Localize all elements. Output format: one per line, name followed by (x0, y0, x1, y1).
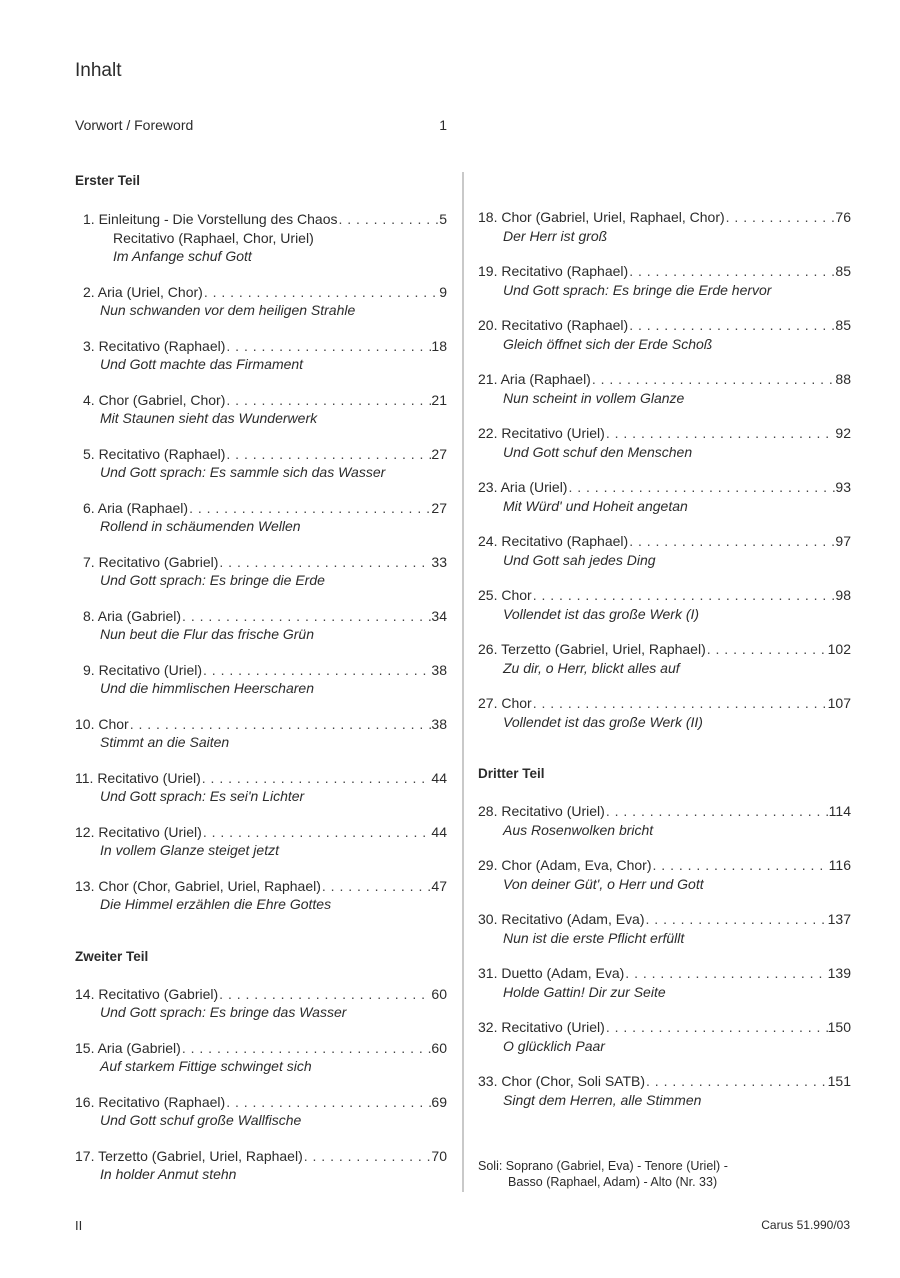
entry-incipit: Auf starkem Fittige schwinget sich (100, 1058, 312, 1074)
entry-page: 98 (835, 587, 851, 603)
entry-label: 31. Duetto (Adam, Eva) (478, 965, 625, 981)
entry-page: 9 (439, 283, 447, 300)
entry-page: 47 (431, 877, 447, 894)
entry-page: 70 (431, 1147, 447, 1164)
toc-entry (478, 910, 851, 947)
entry-label: 18. Chor (Gabriel, Uriel, Raphael, Chor) (478, 209, 725, 225)
entry-page: 85 (835, 263, 851, 279)
toc-entry (75, 661, 447, 698)
entry-label: 11. Recitativo (Uriel) (75, 769, 201, 786)
toc-entry (75, 823, 447, 860)
entry-page: 69 (431, 1093, 447, 1110)
entry-page: 34 (431, 607, 447, 624)
entry-incipit: Nun ist die erste Pflicht erfüllt (503, 929, 685, 946)
entry-page: 137 (827, 911, 851, 927)
entry-incipit: Und Gott machte das Firmament (100, 356, 304, 372)
entry-label: 1. Einleitung - Die Vorstellung des Chaos (83, 211, 338, 227)
entry-incipit: Und Gott sprach: Es bringe das Wasser (100, 1004, 347, 1020)
entry-label: 12. Recitativo (Uriel) (75, 823, 202, 840)
toc-entry (478, 370, 851, 407)
left-column (75, 172, 447, 1184)
entry-label: 6. Aria (Raphael) (83, 499, 189, 516)
entry-incipit: Und Gott sprach: Es sei'n Lichter (100, 788, 305, 804)
toc-entry (478, 802, 851, 839)
entry-label: 33. Chor (Chor, Soli SATB) (478, 1073, 646, 1089)
entry-label: 13. Chor (Chor, Gabriel, Uriel, Raphael) (75, 877, 321, 894)
entry-page: 97 (835, 533, 851, 549)
entry-page: 139 (827, 965, 851, 981)
toc-entry (75, 769, 447, 806)
entry-page: 60 (431, 1039, 447, 1056)
entry-incipit: Mit Staunen sieht das Wunderwerk (100, 410, 318, 426)
entry-page: 92 (835, 425, 851, 441)
entry-incipit: Und Gott schuf den Menschen (503, 443, 693, 460)
entry-incipit: Nun beut die Flur das frische Grün (100, 626, 314, 642)
entry-label: 17. Terzetto (Gabriel, Uriel, Raphael) (75, 1147, 303, 1164)
entry-incipit: Der Herr ist groß (503, 227, 608, 244)
entry-label: 25. Chor (478, 587, 532, 603)
entry-incipit: Und die himmlischen Heerscharen (100, 680, 314, 696)
entry-page: 60 (431, 985, 447, 1002)
entry-label: 24. Recitativo (Raphael) (478, 533, 629, 549)
soli-line-2: Basso (Raphael, Adam) - Alto (Nr. 33) (508, 1175, 718, 1189)
entry-page: 93 (835, 479, 851, 495)
entry-page: 116 (828, 857, 851, 873)
entry-label: 28. Recitativo (Uriel) (478, 803, 605, 819)
soli-note (478, 1158, 728, 1190)
toc-entry (478, 424, 851, 461)
entry-label: 9. Recitativo (Uriel) (83, 661, 203, 678)
entry-incipit: Von deiner Güt', o Herr und Gott (503, 875, 704, 892)
entry-incipit: Nun schwanden vor dem heiligen Strahle (100, 302, 356, 318)
section-heading-part1: Erster Teil (75, 173, 141, 188)
entry-page: 38 (431, 661, 447, 678)
soli-line-1: Soli: Soprano (Gabriel, Eva) - Tenore (Uriel) - (478, 1159, 728, 1173)
entry-page: 27 (431, 499, 447, 516)
toc-entry (478, 856, 851, 893)
foreword-page: 1 (439, 117, 447, 133)
entry-page: 44 (431, 769, 447, 786)
toc-entry (75, 391, 447, 428)
toc-entry (75, 283, 447, 320)
entry-label: 5. Recitativo (Raphael) (83, 445, 226, 462)
entry-page: 38 (431, 715, 447, 732)
entry-incipit: Rollend in schäumenden Wellen (100, 518, 301, 534)
toc-entry (478, 1072, 851, 1109)
entry-label: 2. Aria (Uriel, Chor) (83, 283, 203, 300)
toc-entry (478, 532, 851, 569)
entry-page: 21 (431, 391, 447, 408)
entry-incipit: Holde Gattin! Dir zur Seite (503, 983, 666, 1000)
entry-label: 30. Recitativo (Adam, Eva) (478, 911, 645, 927)
entry-label: 20. Recitativo (Raphael) (478, 317, 629, 333)
column-divider (462, 172, 464, 1192)
entry-incipit: Nun scheint in vollem Glanze (503, 389, 685, 406)
foreword-label: Vorwort / Foreword (75, 117, 194, 133)
toc-entry (478, 262, 851, 299)
entry-page: 150 (827, 1019, 851, 1035)
entry-label: 23. Aria (Uriel) (478, 479, 568, 495)
toc-entry (75, 337, 447, 374)
entry-page: 114 (828, 803, 851, 819)
entry-incipit: Stimmt an die Saiten (100, 734, 230, 750)
entry-page: 27 (431, 445, 447, 462)
entry-label: 22. Recitativo (Uriel) (478, 425, 605, 441)
toc-entry (75, 985, 447, 1022)
entry-page: 102 (827, 641, 851, 657)
right-column (478, 208, 851, 1109)
entry-page: 85 (835, 317, 851, 333)
page-title: Inhalt (75, 60, 122, 81)
entry-page: 107 (827, 695, 851, 711)
toc-entry (75, 607, 447, 644)
entry-incipit: In holder Anmut stehn (100, 1166, 237, 1182)
entry-page: 88 (835, 371, 851, 387)
page-number: II (75, 1218, 83, 1233)
toc-entry (478, 640, 851, 677)
entry-label: 15. Aria (Gabriel) (75, 1039, 181, 1056)
toc-entry (75, 1039, 447, 1076)
toc-entry (478, 694, 851, 731)
entry-incipit: Und Gott sprach: Es sammle sich das Wasser (100, 464, 386, 480)
entry-label: 26. Terzetto (Gabriel, Uriel, Raphael) (478, 641, 706, 657)
entry-label: 29. Chor (Adam, Eva, Chor) (478, 857, 652, 873)
entry-subtitle: Recitativo (Raphael, Chor, Uriel) (113, 229, 314, 246)
entry-incipit: Und Gott sprach: Es bringe die Erde hervor (503, 281, 772, 298)
foreword-entry (75, 117, 447, 133)
entry-incipit: Aus Rosenwolken bricht (503, 821, 654, 838)
entry-label: 10. Chor (75, 715, 129, 732)
toc-entry (75, 715, 447, 752)
toc-entry (75, 877, 447, 914)
entry-incipit: Gleich öffnet sich der Erde Schoß (503, 335, 713, 352)
entry-page: 44 (431, 823, 447, 840)
entry-page: 33 (431, 553, 447, 570)
toc-entry (478, 1018, 851, 1055)
entry-page: 18 (431, 337, 447, 354)
entry-label: 7. Recitativo (Gabriel) (83, 553, 219, 570)
catalog-number: Carus 51.990/03 (761, 1218, 850, 1232)
section-heading-part3: Dritter Teil (478, 766, 545, 781)
entry-incipit: Vollendet ist das große Werk (I) (503, 605, 700, 622)
entry-label: 27. Chor (478, 695, 532, 711)
entry-label: 32. Recitativo (Uriel) (478, 1019, 605, 1035)
entry-incipit: Im Anfange schuf Gott (113, 248, 252, 264)
toc-entry (75, 210, 447, 266)
entry-label: 8. Aria (Gabriel) (83, 607, 182, 624)
entry-label: 4. Chor (Gabriel, Chor) (83, 391, 226, 408)
entry-incipit: Und Gott sah jedes Ding (503, 551, 656, 568)
section-heading-part2: Zweiter Teil (75, 948, 149, 964)
toc-entry (75, 445, 447, 482)
entry-incipit: Und Gott sprach: Es bringe die Erde (100, 572, 325, 588)
entry-page: 76 (835, 209, 851, 225)
toc-entry (478, 586, 851, 623)
entry-incipit: Vollendet ist das große Werk (II) (503, 713, 703, 730)
toc-entry (478, 316, 851, 353)
entry-incipit: In vollem Glanze steiget jetzt (100, 842, 279, 858)
toc-entry (478, 208, 851, 245)
toc-entry (75, 553, 447, 590)
entry-incipit: Singt dem Herren, alle Stimmen (503, 1091, 702, 1108)
entry-page: 151 (827, 1073, 851, 1089)
entry-incipit: Die Himmel erzählen die Ehre Gottes (100, 896, 332, 912)
toc-entry (75, 499, 447, 536)
toc-entry (478, 478, 851, 515)
entry-label: 19. Recitativo (Raphael) (478, 263, 629, 279)
toc-entry (75, 1093, 447, 1130)
entry-incipit: Zu dir, o Herr, blickt alles auf (503, 659, 680, 676)
entry-incipit: Mit Würd' und Hoheit angetan (503, 497, 688, 514)
entry-incipit: O glücklich Paar (503, 1037, 605, 1054)
entry-incipit: Und Gott schuf große Wallfische (100, 1112, 302, 1128)
toc-entry (478, 964, 851, 1001)
entry-label: 21. Aria (Raphael) (478, 371, 591, 387)
entry-label: 14. Recitativo (Gabriel) (75, 985, 219, 1002)
entry-page: 5 (439, 211, 447, 227)
entry-label: 3. Recitativo (Raphael) (83, 337, 226, 354)
entry-label: 16. Recitativo (Raphael) (75, 1093, 226, 1110)
toc-entry (75, 1147, 447, 1184)
